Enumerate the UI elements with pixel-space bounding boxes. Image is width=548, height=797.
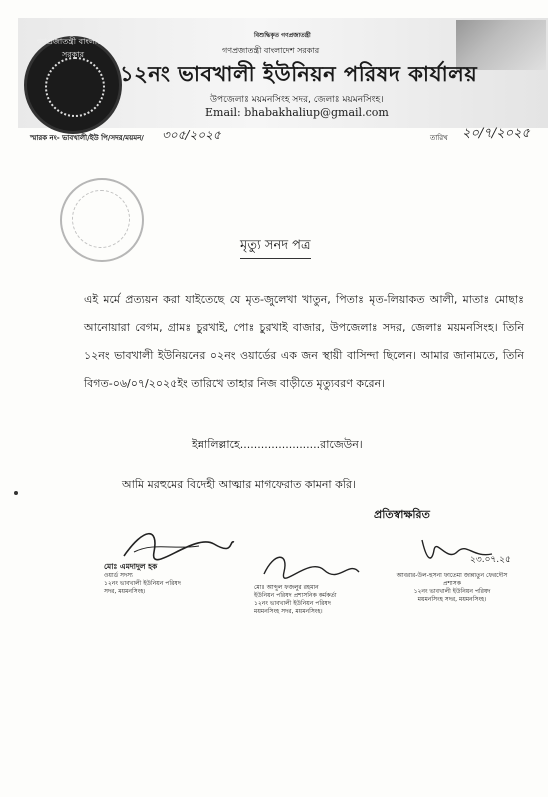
signer-place: ময়মনসিংহ সদর, ময়মনসিংহ। xyxy=(417,596,487,603)
reference-number-handwritten: ৩০৫/২০২৫ xyxy=(162,128,221,142)
signer-name: মোঃ এমদাদুল হক xyxy=(104,562,158,571)
signer-org: ১২নং ভাবখালী ইউনিয়ন পরিষদ xyxy=(254,600,331,607)
attested-label: প্রতিস্বাক্ষরিত xyxy=(374,508,430,521)
signer-name: মোঃ আব্দুল ফজলুর রহমান xyxy=(254,584,319,591)
signature-scribble-icon xyxy=(104,522,244,562)
signer-title: প্রশাসক xyxy=(443,580,461,587)
seal-text: গণপ্রজাতন্ত্রী বাংলাদেশ সরকার xyxy=(36,37,110,59)
date-label: তারিখ xyxy=(430,134,448,142)
office-email: Email: bhabakhaliup@gmail.com xyxy=(205,106,389,119)
signature-block-member xyxy=(104,522,244,596)
document-title: মৃত্যু সনদ পত্র xyxy=(240,236,311,259)
ink-dot xyxy=(14,491,18,495)
innalillah-line: ইন্নালিল্লাহে.......................রাজেউন। xyxy=(192,438,363,451)
signer-name: আবরার-উল-হুসনা ফাতেমা জান্নাতুন ফেরদৌস xyxy=(396,572,508,579)
svg-text:২৩.০৭.২৫: ২৩.০৭.২৫ xyxy=(470,555,511,565)
prayer-line: আমি মরহুমের বিদেহী আত্মার মাগফেরাত কামনা করি। xyxy=(122,478,356,491)
signature-scribble-icon xyxy=(372,532,532,572)
reference-label: স্মারক নং- ভাবখালী/ইউ পি/সদর/ময়মন/ xyxy=(30,134,144,142)
signature-block-officer xyxy=(254,544,374,616)
office-address: উপজেলাঃ ময়মনসিংহ সদর, জেলাঃ ময়মনসিংহ। xyxy=(210,95,384,105)
signer-title: ওয়ার্ড সদস্য xyxy=(104,572,133,579)
government-line: গণপ্রজাতন্ত্রী বাংলাদেশ সরকার xyxy=(222,46,320,55)
signature-scribble-icon xyxy=(254,544,374,584)
signer-org: ১২নং ভাবখালী ইউনিয়ন পরিষদ xyxy=(104,580,181,587)
certificate-body: এই মর্মে প্রত্যয়ন করা যাইতেছে যে মৃত-জুলেখা খাতুন, পিতাঃ মৃত-লিয়াকত আলী, মাতাঃ মোছাঃ আনোয়ারা বেগম, গ্রামঃ চুরখাই, পোঃ চুরখাই বাজার, উপজেলাঃ সদর, জেলাঃ ময়মনসিংহ। তিনি ১২নং ভাবখালী ইউনিয়নের ০২নং ওয়ার্ডের এক জন স্থায়ী বাসিন্দা ছিলেন। আমার জানামতে, তিনি বিগত-০৬/০৭/২০২৫ইং তারিখে তাহার নিজ বাড়ীতে মৃত্যুবরণ করেন। xyxy=(84,293,524,390)
signer-place: ময়মনসিংহ সদর, ময়মনসিংহ। xyxy=(254,608,323,615)
signature-block-administrator xyxy=(372,532,532,604)
slogan-text: বিশুদ্ধিকৃত গণপ্রজাতন্ত্রী xyxy=(254,32,311,39)
round-stamp-icon xyxy=(60,178,144,262)
office-title: ১২নং ভাবখালী ইউনিয়ন পরিষদ কার্যালয় xyxy=(120,62,478,86)
signer-title: ইউনিয়ন পরিষদ প্রশাসনিক কর্মকর্তা xyxy=(254,592,337,599)
date-handwritten: ২০/৭/২০২৫ xyxy=(462,126,530,141)
signer-org: ১২নং ভাবখালী ইউনিয়ন পরিষদ xyxy=(413,588,491,595)
signer-place: সদর, ময়মনসিংহ। xyxy=(104,588,146,595)
